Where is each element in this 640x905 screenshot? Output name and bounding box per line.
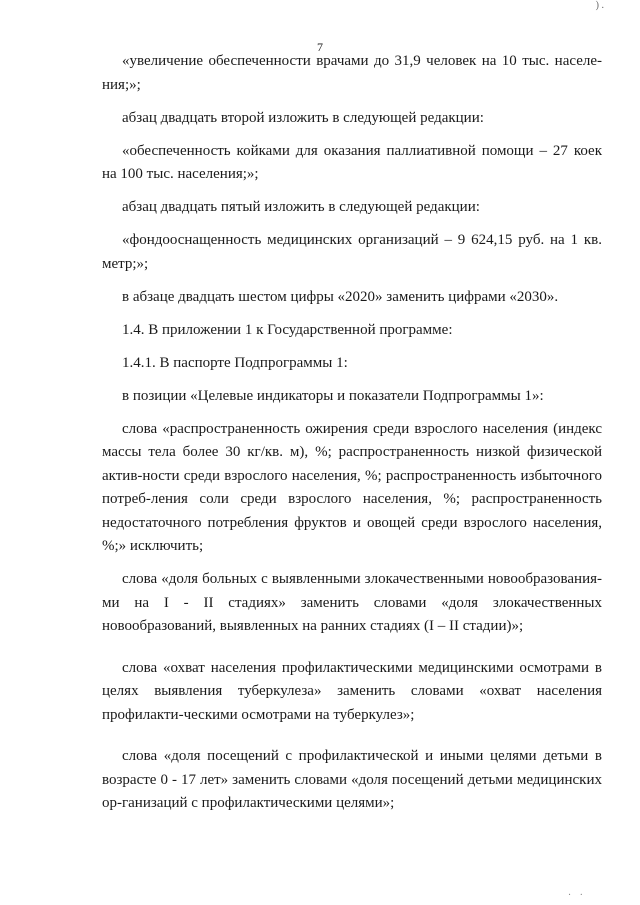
paragraph-1: «увеличение обеспеченности врачами до 31,9 человек на 10 тыс. населе-ния;»; xyxy=(102,53,602,93)
paragraph-8: 1.4.1. В паспорте Подпрограммы 1: xyxy=(122,354,348,371)
paragraph-10: слова «распространенность ожирения среди взрослого населения (индекс массы тела более 30 кг/кв. м), %; распространенность низкой физической актив-ности среди взрослого населения, %; распространенность избыточного потреб-ления соли среди взрослого населения, %; распространенность недостаточного потребления фруктов и овощей среди взрослого населения, %;» исключить; xyxy=(102,420,602,554)
paragraph-4: абзац двадцать пятый изложить в следующей редакции: xyxy=(122,199,480,215)
paragraph-12: слова «охват населения профилактическими медицинскими осмотрами в целях выявления туберкулеза» заменить словами «охват населения профилакти-ческими осмотрами на туберкулез»; xyxy=(102,659,602,723)
paragraph-9: в позиции «Целевые индикаторы и показатели Подпрограммы 1»: xyxy=(122,387,544,404)
paragraph-7: 1.4. В приложении 1 к Государственной программе: xyxy=(122,321,453,338)
paragraph-13: слова «доля посещений с профилактической и иными целями детьми в возрасте 0 - 17 лет» заменить словами «доля посещений детьми медицинских ор-ганизаций с профилактическими целями»; xyxy=(102,748,602,811)
page-number: 7 xyxy=(317,40,323,54)
paragraph-6: в абзаце двадцать шестом цифры «2020» заменить цифрами «2030». xyxy=(122,288,559,305)
paragraph-3: «обеспеченность койками для оказания паллиативной помощи – 27 коек на 100 тыс. населения;»; xyxy=(102,142,602,182)
paragraph-11: слова «доля больных с выявленными злокачественными новообразования-ми на I - II стадиях» заменить словами «доля злокачественных новообразований, выявленных на ранних стадиях (I – II стадии)»; xyxy=(102,571,602,634)
document-body xyxy=(102,50,602,825)
paragraph-5: «фондооснащенность медицинских организаций – 9 624,15 руб. на 1 кв. метр;»; xyxy=(102,232,602,272)
paragraph-2: абзац двадцать второй изложить в следующей редакции: xyxy=(122,109,484,126)
scan-corner-mark: ) . xyxy=(595,0,604,11)
scan-bottom-mark: · · xyxy=(567,890,586,901)
